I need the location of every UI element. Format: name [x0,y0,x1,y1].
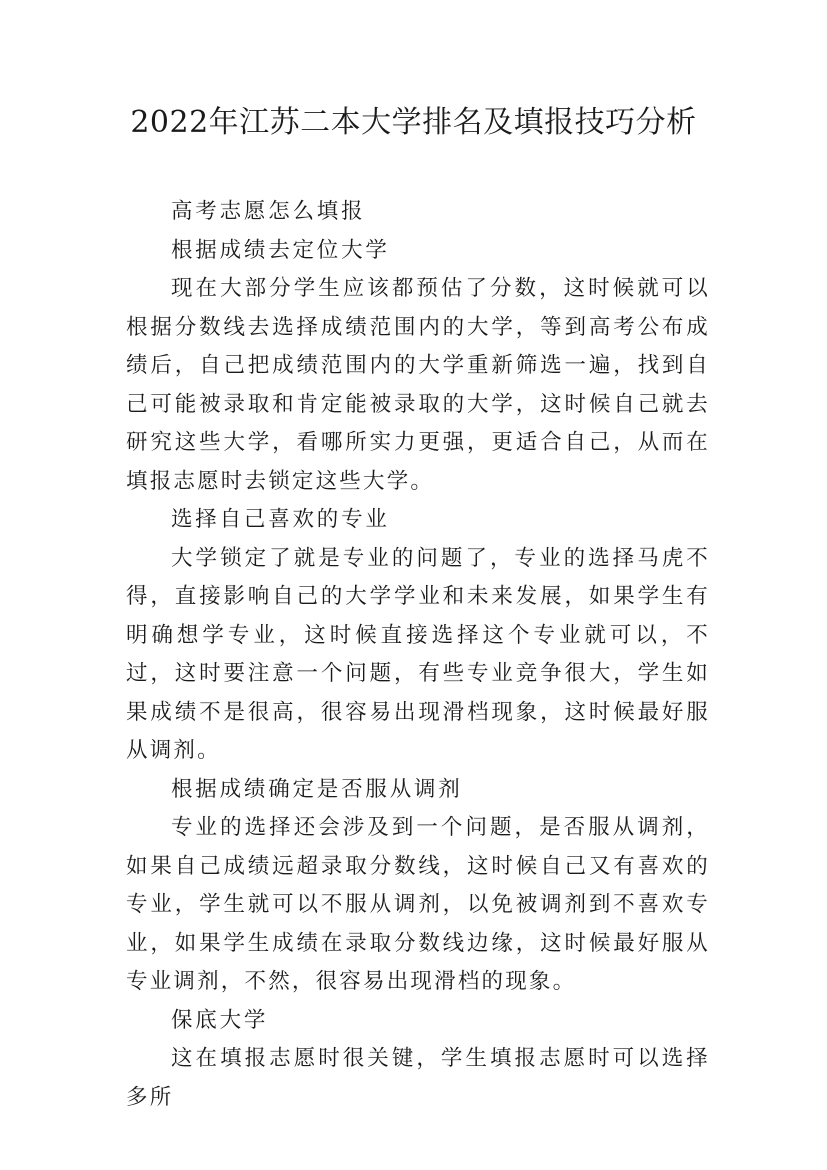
section-heading: 根据成绩去定位大学 [171,237,390,263]
document-body [126,193,710,1117]
section-heading: 保底大学 [171,1007,269,1033]
section-heading: 高考志愿怎么填报 [171,199,366,224]
body-paragraph: 专业的选择还会涉及到一个问题，是否服从调剂，如果自己成绩远超录取分数线，这时候自己又有喜欢的专业，学生就可以不服从调剂，以免被调剂到不喜欢专业，如果学生成绩在录取分数线边缘，这时候最好服从专业调剂，不然，很容易出现滑档的现象。 [126,815,710,994]
section-heading: 根据成绩确定是否服从调剂 [171,776,463,802]
document-title: 2022年江苏二本大学排名及填报技巧分析 [130,105,697,140]
body-paragraph: 现在大部分学生应该都预估了分数，这时候就可以根据分数线去选择成绩范围内的大学，等到高考公布成绩后，自己把成绩范围内的大学重新筛选一遍，找到自己可能被录取和肯定能被录取的大学，这时候自己就去研究这些大学，看哪所实力更强，更适合自己，从而在填报志愿时去锁定这些大学。 [126,276,710,494]
body-paragraph: 大学锁定了就是专业的问题了，专业的选择马虎不得，直接影响自己的大学学业和未来发展，如果学生有明确想学专业，这时候直接选择这个专业就可以，不过，这时要注意一个问题，有些专业竞争很大，学生如果成绩不是很高，很容易出现滑档现象，这时候最好服从调剂。 [126,545,710,763]
body-paragraph: 这在填报志愿时很关键，学生填报志愿时可以选择多所 [126,1046,710,1110]
section-heading: 选择自己喜欢的专业 [171,507,390,532]
